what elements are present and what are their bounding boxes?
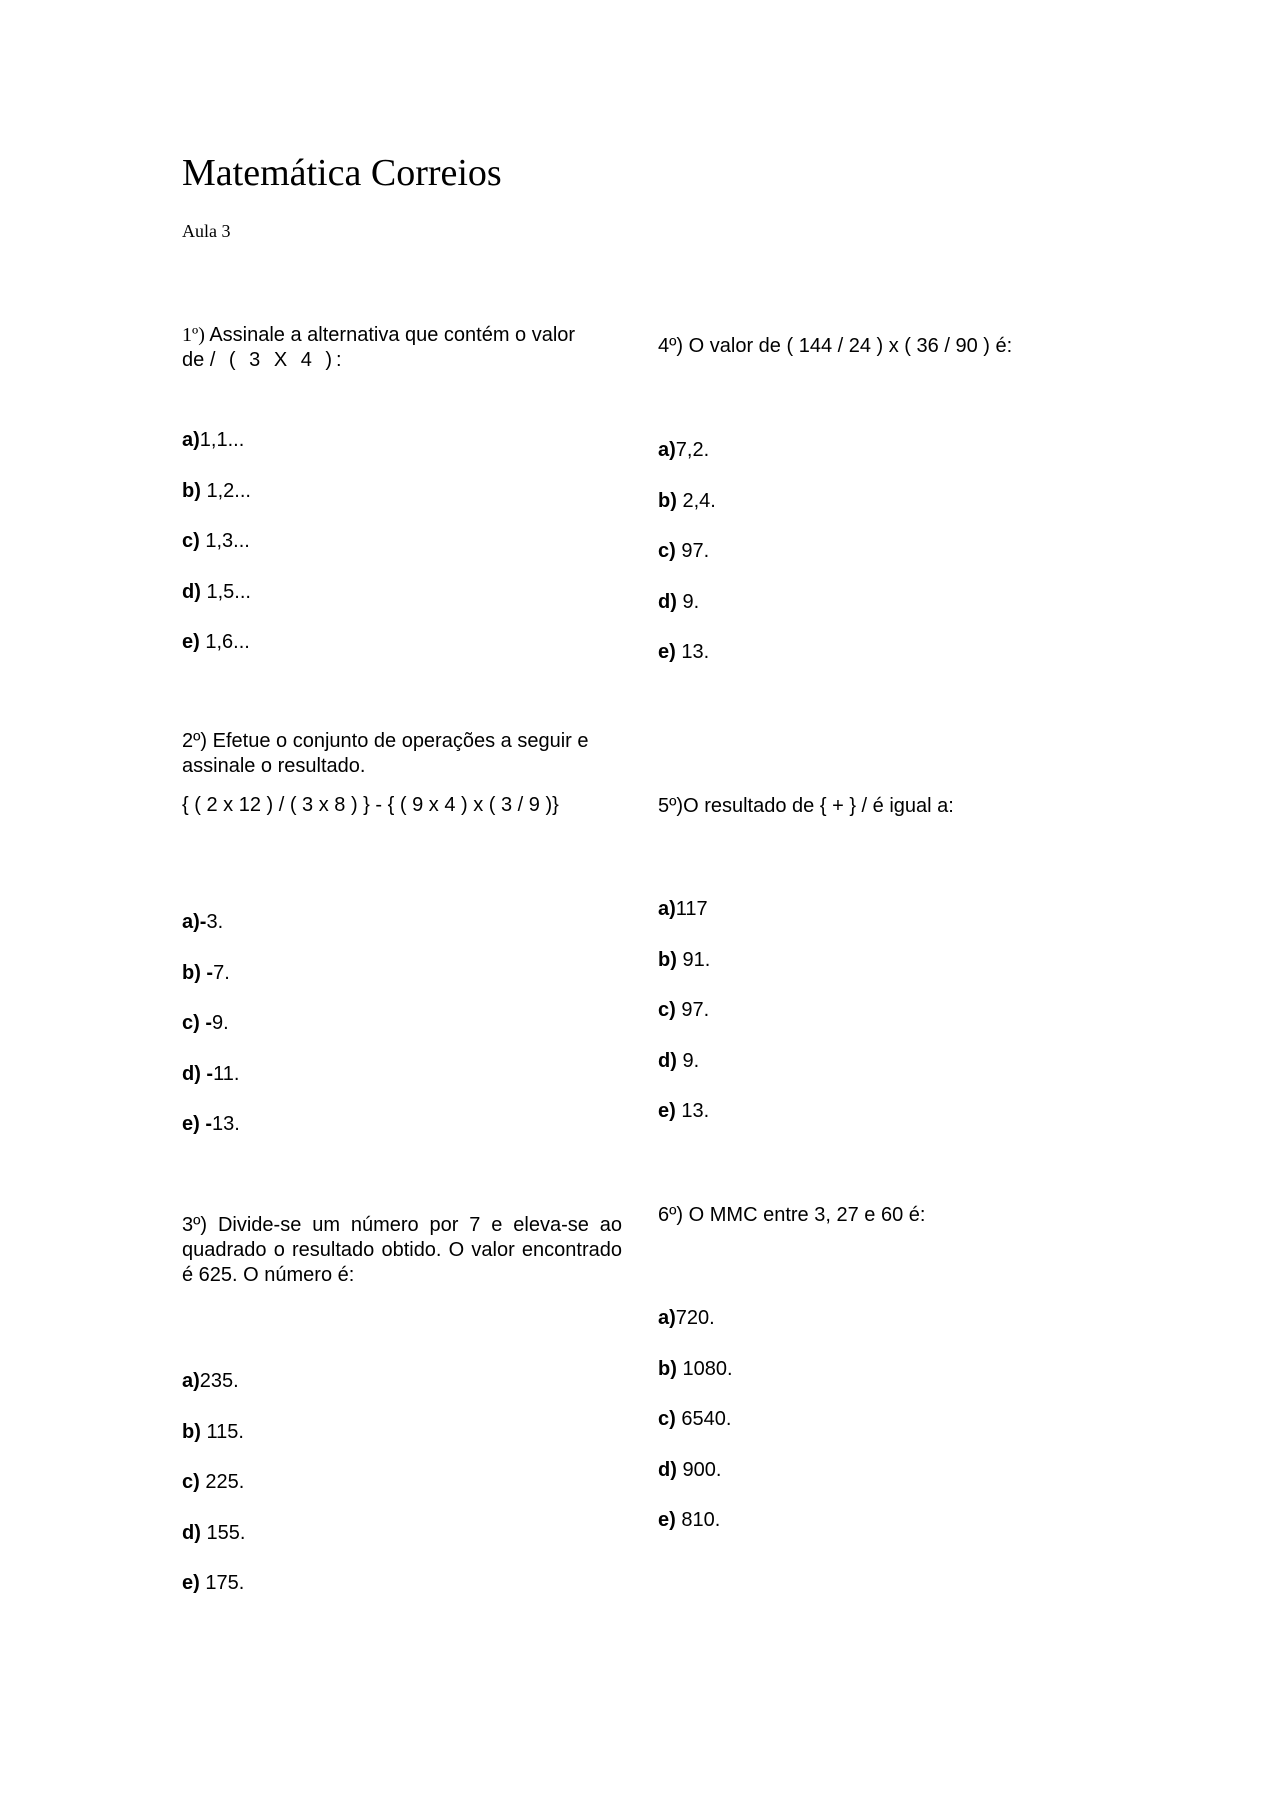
- question-3: [182, 1213, 622, 1288]
- option-value: 7,2.: [675, 439, 710, 461]
- option-3d[interactable]: [182, 1521, 245, 1546]
- option-value: 7.: [213, 962, 230, 984]
- option-letter: e): [658, 641, 676, 663]
- option-letter: c): [658, 999, 676, 1021]
- question-1-text: Assinale a alternativa que contém o valor: [209, 324, 576, 346]
- question-4-number: 4º): [658, 335, 684, 357]
- question-1-text-b: de: [182, 349, 205, 371]
- option-letter: c): [182, 1471, 200, 1493]
- page-subtitle: Aula 3: [182, 221, 231, 241]
- option-value: 115.: [206, 1421, 244, 1443]
- option-2b[interactable]: [182, 961, 230, 986]
- question-5-number: 5º): [658, 795, 684, 817]
- option-letter: a): [182, 1370, 200, 1392]
- question-2-formula: { ( 2 x 12 ) / ( 3 x 8 ) } - { ( 9 x 4 ) x ( 3 / 9 )}: [182, 794, 559, 816]
- option-value: 2,4.: [682, 490, 716, 512]
- option-letter: d): [658, 1459, 677, 1481]
- option-letter: b): [182, 480, 201, 502]
- option-value: 900.: [682, 1459, 722, 1481]
- option-value: 91.: [682, 949, 711, 971]
- question-6-number: 6º): [658, 1204, 684, 1226]
- option-value: 1,6...: [205, 631, 250, 653]
- option-value: 1,5...: [206, 581, 251, 603]
- option-value: 1080.: [682, 1358, 733, 1380]
- option-4a[interactable]: [658, 438, 709, 463]
- option-letter: c) -: [182, 1012, 212, 1034]
- question-4-statement: [658, 334, 1098, 359]
- option-letter: b): [658, 1358, 677, 1380]
- option-letter: d): [658, 1050, 677, 1072]
- option-5e[interactable]: [658, 1099, 709, 1124]
- option-value: 6540.: [681, 1408, 732, 1430]
- option-3c[interactable]: [182, 1470, 244, 1495]
- option-4d[interactable]: [658, 590, 699, 615]
- option-value: 97.: [681, 999, 710, 1021]
- option-4b[interactable]: [658, 489, 716, 514]
- question-6-text: O MMC entre 3, 27 e 60 é:: [688, 1204, 926, 1226]
- question-5: [658, 794, 1098, 819]
- option-letter: a): [658, 898, 676, 920]
- option-letter: b) -: [182, 962, 214, 984]
- option-value: 1,1...: [199, 429, 245, 451]
- question-5-statement: [658, 794, 1098, 819]
- page-title: Matemática Correios: [182, 152, 502, 194]
- option-4e[interactable]: [658, 640, 709, 665]
- option-1d[interactable]: [182, 580, 251, 605]
- option-value: 720.: [675, 1307, 715, 1329]
- option-value: 117: [675, 898, 708, 920]
- option-letter: a): [658, 439, 676, 461]
- option-5b[interactable]: [658, 948, 710, 973]
- question-3-text: Divide-se um número por 7 e eleva-se ao quadrado o resultado obtido. O valor encontrado é 625. O número é:: [182, 1214, 622, 1286]
- option-letter: e): [182, 1572, 200, 1594]
- option-value: 13.: [681, 1100, 710, 1122]
- question-4-text: O valor de ( 144 / 24 ) x ( 36 / 90 ) é:: [688, 335, 1013, 357]
- option-letter: b): [182, 1421, 201, 1443]
- option-value: 11.: [213, 1063, 240, 1085]
- option-1b[interactable]: [182, 479, 251, 504]
- option-2e[interactable]: [182, 1112, 240, 1137]
- option-2a[interactable]: [182, 910, 223, 935]
- question-6-statement: [658, 1203, 1098, 1228]
- option-value: 1,2...: [206, 480, 251, 502]
- option-value: 1,3...: [205, 530, 250, 552]
- option-letter: e) -: [182, 1113, 212, 1135]
- question-3-number: 3º): [182, 1214, 208, 1236]
- option-6c[interactable]: [658, 1407, 731, 1432]
- option-value: 155.: [206, 1522, 246, 1544]
- question-2: [182, 729, 622, 818]
- option-letter: d): [658, 591, 677, 613]
- option-4c[interactable]: [658, 539, 709, 564]
- option-letter: d): [182, 581, 201, 603]
- option-letter: b): [658, 490, 677, 512]
- option-letter: e): [658, 1509, 676, 1531]
- question-2-number: 2º): [182, 730, 208, 752]
- option-6a[interactable]: [658, 1306, 715, 1331]
- option-6e[interactable]: [658, 1508, 720, 1533]
- option-value: 175.: [205, 1572, 245, 1594]
- option-6b[interactable]: [658, 1357, 733, 1382]
- option-letter: c): [182, 530, 200, 552]
- option-value: 225.: [205, 1471, 245, 1493]
- option-value: 235.: [199, 1370, 239, 1392]
- option-5c[interactable]: [658, 998, 709, 1023]
- option-2d[interactable]: [182, 1062, 239, 1087]
- option-letter: c): [658, 1408, 676, 1430]
- question-1: [182, 323, 622, 373]
- option-value: 13.: [681, 641, 710, 663]
- option-5a[interactable]: [658, 897, 708, 922]
- option-3e[interactable]: [182, 1571, 244, 1596]
- option-letter: d) -: [182, 1063, 214, 1085]
- question-2-text: Efetue o conjunto de operações a seguir e assinale o resultado.: [182, 730, 589, 777]
- option-letter: e): [182, 631, 200, 653]
- question-2-statement: [182, 729, 622, 779]
- option-letter: c): [658, 540, 676, 562]
- option-letter: d): [182, 1522, 201, 1544]
- question-4: [658, 334, 1098, 359]
- option-2c[interactable]: [182, 1011, 229, 1036]
- option-letter: b): [658, 949, 677, 971]
- option-letter: a)-: [182, 911, 207, 933]
- question-1-number: 1º): [182, 324, 205, 346]
- question-1-expression: / ( 3 X 4 ):: [209, 349, 346, 371]
- option-6d[interactable]: [658, 1458, 721, 1483]
- option-1c[interactable]: [182, 529, 250, 554]
- option-value: 810.: [681, 1509, 721, 1531]
- option-value: 9.: [682, 1050, 700, 1072]
- option-letter: e): [658, 1100, 676, 1122]
- option-value: 13.: [212, 1113, 240, 1135]
- question-3-statement: [182, 1213, 622, 1288]
- option-value: 9.: [212, 1012, 229, 1034]
- option-value: 3.: [206, 911, 224, 933]
- option-3a[interactable]: [182, 1369, 239, 1394]
- option-5d[interactable]: [658, 1049, 699, 1074]
- question-5-text: O resultado de { + } / é igual a:: [683, 795, 954, 817]
- option-value: 9.: [682, 591, 700, 613]
- option-1e[interactable]: [182, 630, 250, 655]
- option-1a[interactable]: [182, 428, 244, 453]
- option-letter: a): [658, 1307, 676, 1329]
- option-letter: a): [182, 429, 200, 451]
- question-6: [658, 1203, 1098, 1228]
- option-value: 97.: [681, 540, 710, 562]
- option-3b[interactable]: [182, 1420, 244, 1445]
- question-1-statement: [182, 323, 622, 373]
